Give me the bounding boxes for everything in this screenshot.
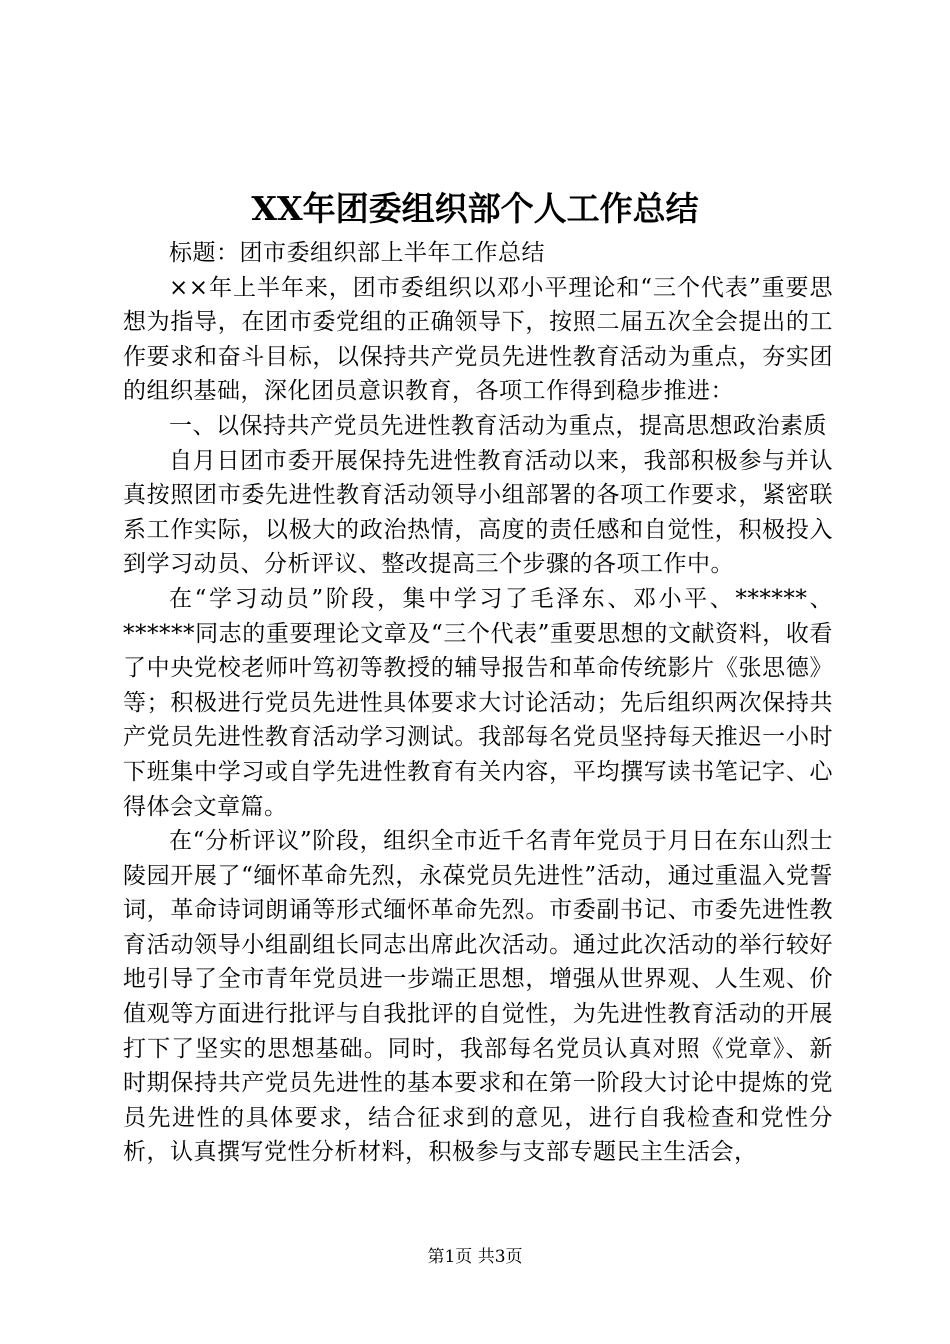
document-title: XX年团委组织部个人工作总结	[251, 189, 699, 228]
subtitle-paragraph: 标题：团市委组织部上半年工作总结	[169, 240, 545, 266]
page-footer: 第1页 共3页	[427, 1247, 523, 1267]
section-heading: 一、以保持共产党员先进性教育活动为重点，提高思想政治素质	[169, 412, 827, 439]
body-paragraph: 自月日团市委开展保持先进性教育活动以来，我部积极参与并认真按照团市委先进性教育活动领导小组部署的各项工作要求，紧密联系工作实际，以极大的政治热情，高度的责任感和自觉性，积极投入到学习动员、分析评议、整改提高三个步骤的各项工作中。	[123, 447, 833, 578]
document-body	[123, 236, 833, 1170]
intro-paragraph: ××年上半年来，团市委组织以邓小平理论和“三个代表”重要思想为指导，在团市委党组的正确领导下，按照二届五次全会提出的工作要求和奋斗目标，以保持共产党员先进性教育活动为重点，夯实团的组织基础，深化团员意识教育，各项工作得到稳步推进：	[123, 274, 833, 405]
body-paragraph: 在“学习动员”阶段，集中学习了毛泽东、邓小平、******、******同志的重要理论文章及“三个代表”重要思想的文献资料，收看了中央党校老师叶笃初等教授的辅导报告和革命传统影片《张思德》等；积极进行党员先进性具体要求大讨论活动；先后组织两次保持共产党员先进性教育活动学习测试。我部每名党员坚持每天推迟一小时下班集中学习或自学先进性教育有关内容，平均撰写读书笔记字、心得体会文章篇。	[123, 585, 833, 820]
body-paragraph: 在“分析评议”阶段，组织全市近千名青年党员于月日在东山烈士陵园开展了“缅怀革命先烈，永葆党员先进性”活动，通过重温入党誓词，革命诗词朗诵等形式缅怀革命先烈。市委副书记、市委先进性教育活动领导小组副组长同志出席此次活动。通过此次活动的举行较好地引导了全市青年党员进一步端正思想，增强从世界观、人生观、价值观等方面进行批评与自我批评的自觉性，为先进性教育活动的开展打下了坚实的思想基础。同时，我部每名党员认真对照《党章》、新时期保持共产党员先进性的基本要求和在第一阶段大讨论中提炼的党员先进性的具体要求，结合征求到的意见，进行自我检查和党性分析，认真撰写党性分析材料，积极参与支部专题民主生活会，	[123, 828, 833, 1166]
